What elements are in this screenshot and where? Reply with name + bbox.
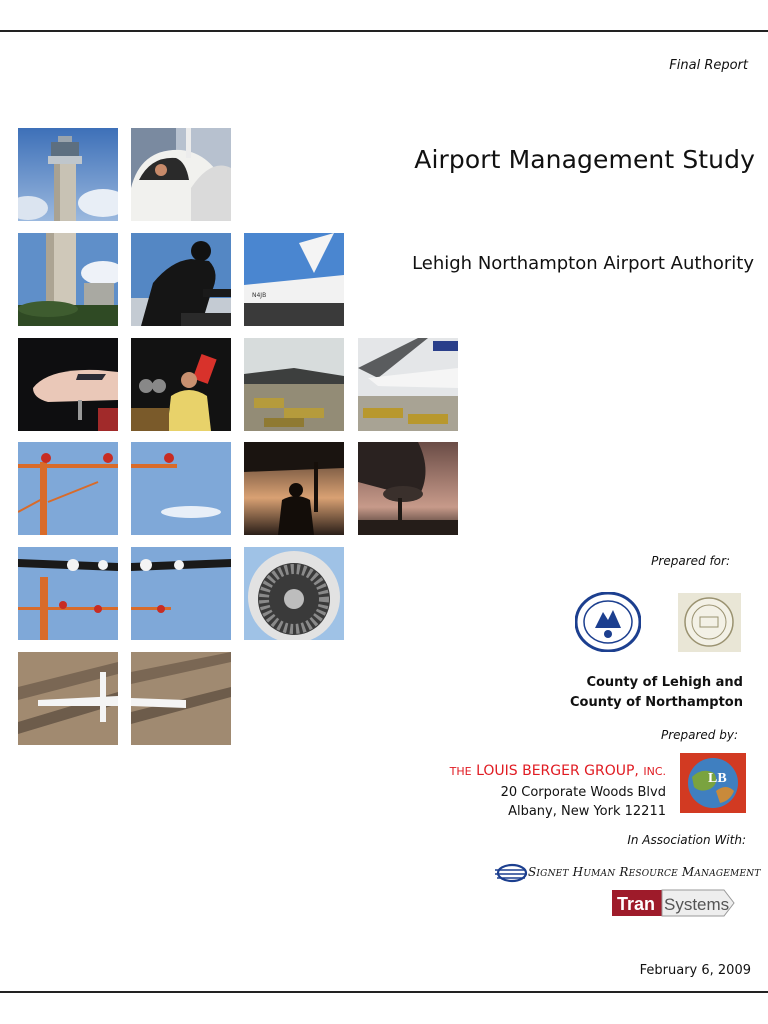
photo-aerial-runway-left: [18, 652, 118, 745]
lehigh-county-seal-icon: [575, 592, 641, 652]
photo-business-jet-cockpit: [131, 128, 231, 221]
firm-name-main: LOUIS BERGER GROUP,: [476, 763, 639, 779]
photo-control-tower-top: [18, 128, 118, 221]
page-subtitle: Lehigh Northampton Airport Authority: [412, 253, 754, 274]
photo-jet-tail: [244, 233, 344, 326]
photo-control-tower-base: [18, 233, 118, 326]
signet-company-name: [528, 865, 761, 879]
association-label: In Association With:: [627, 833, 746, 847]
svg-text:N4JB: N4JB: [252, 292, 267, 299]
transystems-tran: Tran: [617, 894, 656, 914]
signet-s: S: [528, 865, 537, 879]
address-line-2: Albany, New York 12211: [508, 804, 666, 819]
signet-r: R: [619, 865, 629, 879]
transystems-systems: Systems: [664, 895, 730, 914]
signet-h: H: [572, 865, 584, 879]
photo-ground-crew-silhouette: [131, 233, 231, 326]
firm-prefix: THE: [449, 765, 472, 778]
prepared-by-label: Prepared by:: [660, 728, 738, 742]
signet-esource: ESOURCE: [628, 869, 678, 879]
firm-suffix: INC.: [643, 765, 666, 778]
signet-ignet: IGNET: [536, 869, 569, 879]
photo-approach-lights-left: [18, 442, 118, 535]
signet-uman: UMAN: [583, 869, 616, 879]
signet-anagement: ANAGEMENT: [694, 869, 761, 879]
bottom-rule: [0, 991, 768, 993]
top-rule: [0, 30, 768, 32]
county-line-2: County of Northampton: [569, 695, 743, 710]
photo-jet-landing-right: [131, 547, 231, 640]
signet-m: M: [681, 865, 695, 879]
county-names: [570, 673, 743, 713]
transystems-logo-icon: [612, 888, 736, 920]
report-type: Final Report: [669, 58, 748, 73]
photo-marshaller-with-paddles: [131, 338, 231, 431]
photo-engine-nacelle-sunset: [358, 442, 458, 535]
prepared-for-label: Prepared for:: [651, 554, 730, 568]
photo-cargo-apron: [244, 338, 344, 431]
page-title: Airport Management Study: [414, 145, 755, 174]
photo-turbofan-engine: [244, 547, 344, 640]
county-line-1: County of Lehigh and: [586, 675, 743, 690]
photo-approach-lights-right: [131, 442, 231, 535]
photo-airliner-wing: [358, 338, 458, 431]
photo-jet-nose-night: [18, 338, 118, 431]
firm-name: [450, 763, 666, 779]
northampton-county-seal-icon: [678, 593, 741, 652]
louis-berger-logo-icon: [680, 753, 746, 813]
logo-letter-l: LB: [708, 771, 727, 786]
photo-jet-landing-left: [18, 547, 118, 640]
photo-refueler-sunset: [244, 442, 344, 535]
photo-aerial-runway-right: [131, 652, 231, 745]
firm-address: [501, 783, 666, 821]
report-date: February 6, 2009: [639, 963, 751, 978]
address-line-1: 20 Corporate Woods Blvd: [500, 785, 666, 800]
